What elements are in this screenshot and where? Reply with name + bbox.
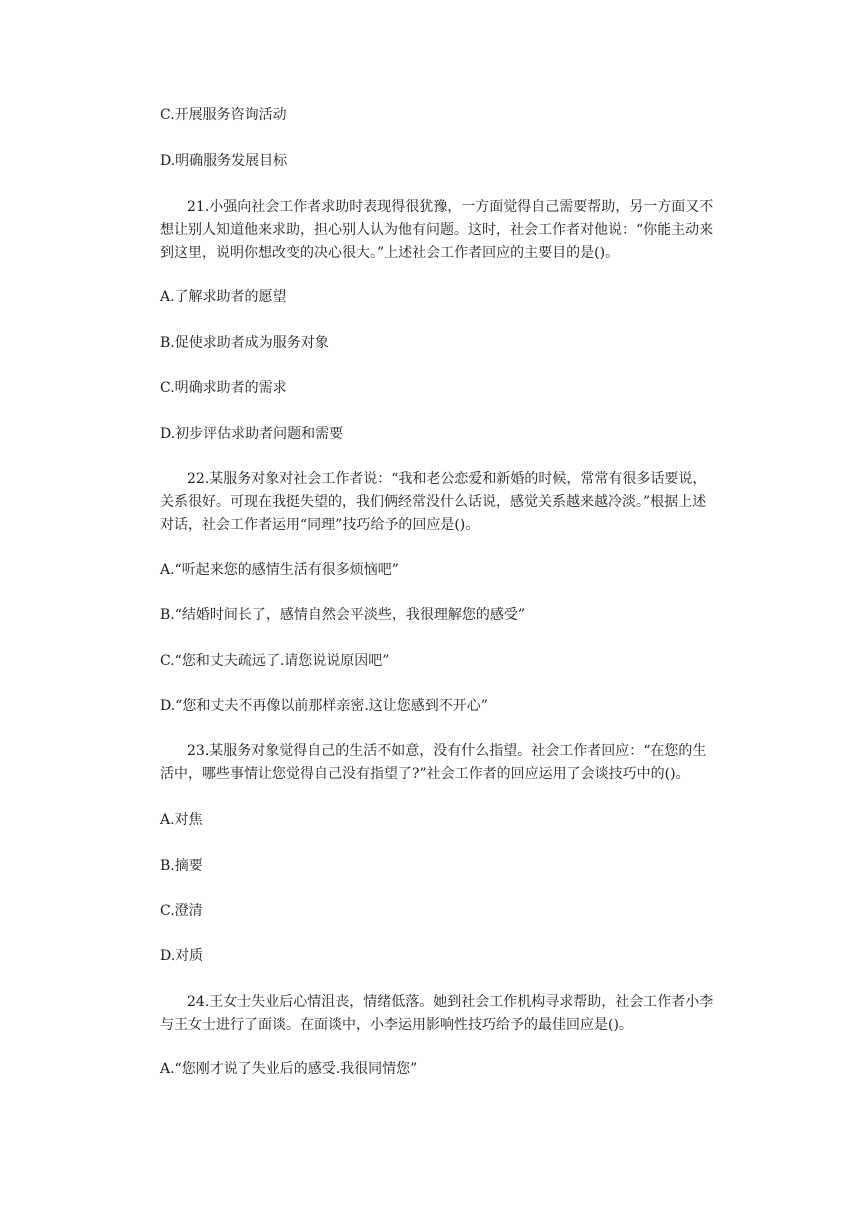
option-c-q23: C.澄清: [160, 903, 203, 919]
question-21-line-1: 21.小强向社会工作者求助时表现得很犹豫，一方面觉得自己需要帮助，另一方面又不: [187, 199, 714, 215]
option-a-q23: A.对焦: [160, 812, 203, 828]
option-c-q20: C.开展服务咨询活动: [160, 107, 287, 123]
question-24-line-2: 与王女士进行了面谈。在面谈中，小李运用影响性技巧给予的最佳回应是()。: [160, 1017, 633, 1033]
option-d-q21: D.初步评估求助者问题和需要: [160, 426, 344, 442]
question-22-line-2: 关系很好。可现在我挺失望的，我们俩经常没什么话说，感觉关系越来越冷淡。”根据上述: [160, 494, 707, 510]
option-d-q22: D.“您和丈夫不再像以前那样亲密.这让您感到不开心”: [160, 698, 488, 714]
option-b-q21: B.促使求助者成为服务对象: [160, 335, 329, 351]
option-a-q21: A.了解求助者的愿望: [160, 289, 287, 305]
question-22-line-3: 对话，社会工作者运用“同理”技巧给予的回应是()。: [160, 517, 480, 533]
question-21-line-2: 想让别人知道他来求助，担心别人认为他有问题。这时，社会工作者对他说：“你能主动来: [160, 222, 714, 238]
option-b-q23: B.摘要: [160, 858, 203, 874]
question-22-line-1: 22.某服务对象对社会工作者说：“我和老公恋爱和新婚的时候，常常有很多话要说，: [187, 471, 707, 487]
option-d-q20: D.明确服务发展目标: [160, 153, 288, 169]
option-d-q23: D.对质: [160, 948, 204, 964]
question-23-line-2: 活中，哪些事情让您觉得自己没有指望了?”社会工作者的回应运用了会谈技巧中的()。: [160, 766, 690, 782]
option-c-q22: C.“您和丈夫疏远了.请您说说原因吧”: [160, 653, 390, 669]
option-b-q22: B.“结婚时间长了，感情自然会平淡些，我很理解您的感受”: [160, 607, 526, 623]
option-a-q22: A.“听起来您的感情生活有很多烦恼吧”: [160, 562, 399, 578]
question-21-line-3: 到这里，说明你想改变的决心很大。”上述社会工作者回应的主要目的是()。: [160, 245, 620, 261]
option-a-q24: A.“您刚才说了失业后的感受.我很同情您”: [160, 1061, 418, 1077]
question-23-line-1: 23.某服务对象觉得自己的生活不如意，没有什么指望。社会工作者回应：“在您的生: [187, 743, 707, 759]
question-24-line-1: 24.王女士失业后心情沮丧，情绪低落。她到社会工作机构寻求帮助，社会工作者小李: [187, 994, 714, 1010]
option-c-q21: C.明确求助者的需求: [160, 380, 287, 396]
